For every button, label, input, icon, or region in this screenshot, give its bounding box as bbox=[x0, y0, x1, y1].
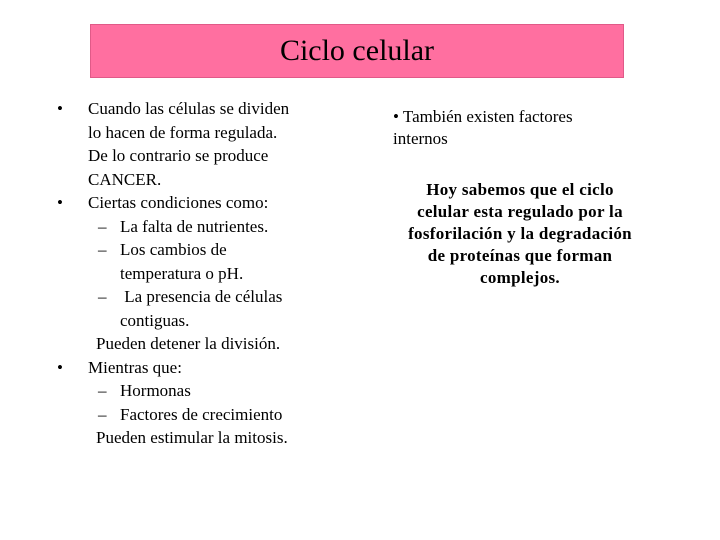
highlight-line: Hoy sabemos que el ciclo bbox=[426, 180, 614, 199]
bullet-text: Ciertas condiciones como: bbox=[88, 193, 269, 212]
list-item bbox=[0, 379, 360, 403]
bullet-text: CANCER. bbox=[88, 169, 162, 189]
sub-item-text: La falta de nutrientes. bbox=[120, 216, 269, 236]
highlight-line: de proteínas que forman bbox=[427, 246, 613, 265]
list-item bbox=[0, 285, 360, 309]
bullet-icon: • bbox=[57, 357, 63, 377]
dash-icon: – bbox=[98, 404, 107, 424]
dash-icon: – bbox=[98, 381, 107, 400]
bullet-text: Mientras que: bbox=[88, 357, 182, 377]
sub-item-text: Hormonas bbox=[120, 381, 191, 400]
list-item bbox=[0, 238, 360, 262]
sub-item-text: La presencia de células bbox=[120, 287, 283, 306]
left-column bbox=[0, 97, 360, 450]
bullet-icon: • bbox=[57, 99, 63, 118]
bullet-text: Pueden estimular la mitosis. bbox=[96, 428, 288, 447]
dash-icon: – bbox=[98, 240, 107, 259]
dash-icon: – bbox=[98, 287, 107, 306]
slide-title: Ciclo celular bbox=[279, 34, 435, 67]
intro-text bbox=[393, 106, 665, 150]
highlight-text bbox=[385, 179, 655, 289]
highlight-line: celular esta regulado por la bbox=[417, 202, 623, 221]
intro-line: internos bbox=[393, 129, 448, 148]
dash-icon: – bbox=[98, 216, 107, 236]
list-item bbox=[0, 97, 360, 121]
highlight-line: fosforilación y la degradación bbox=[408, 224, 632, 243]
title-bar bbox=[90, 24, 624, 78]
list-item bbox=[0, 356, 360, 380]
bullet-icon: • bbox=[57, 193, 63, 212]
list-item bbox=[0, 215, 360, 239]
highlight-line: complejos. bbox=[480, 268, 560, 287]
bullet-text: Pueden detener la división. bbox=[96, 334, 281, 353]
list-item bbox=[0, 191, 360, 215]
bullet-text: Cuando las células se dividen bbox=[88, 99, 290, 118]
bullet-text: lo hacen de forma regulada. bbox=[88, 122, 278, 142]
sub-item-text: contiguas. bbox=[120, 310, 190, 330]
sub-item-text: Los cambios de bbox=[120, 240, 227, 259]
right-column bbox=[385, 106, 665, 289]
bullet-text: De lo contrario se produce bbox=[88, 146, 269, 165]
sub-item-text: Factores de crecimiento bbox=[120, 404, 283, 424]
list-item bbox=[0, 403, 360, 427]
sub-item-text: temperatura o pH. bbox=[120, 263, 244, 283]
intro-line: • También existen factores bbox=[393, 107, 573, 126]
